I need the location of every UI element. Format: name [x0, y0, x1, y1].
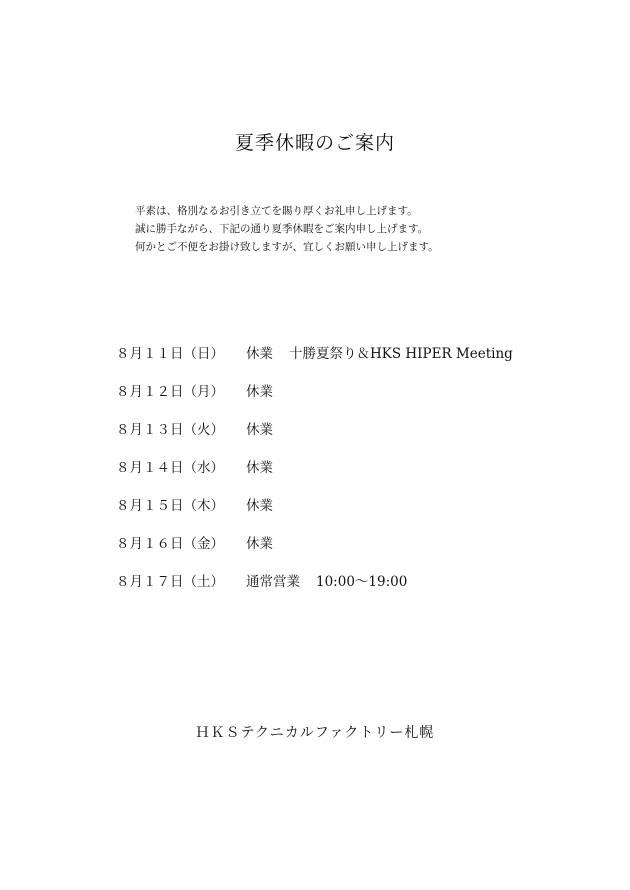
company-name: ＨＫＳテクニカルファクトリー札幌 — [195, 725, 435, 741]
schedule-date: ８月１７日（土） — [116, 574, 224, 590]
schedule-date: ８月１６日（金） — [116, 536, 224, 552]
schedule-row — [116, 456, 513, 494]
schedule-date: ８月１１日（日） — [116, 346, 224, 362]
schedule-status: 休業 — [246, 460, 273, 476]
holiday-schedule — [116, 342, 513, 608]
greeting-line: 何かとご不便をお掛け致しますが、宜しくお願い申し上げます。 — [135, 241, 439, 253]
schedule-row — [116, 494, 513, 532]
schedule-status: 休業 — [246, 498, 273, 514]
schedule-note: 十勝夏祭り＆HKS HIPER Meeting — [289, 346, 513, 362]
schedule-status: 休業 — [246, 346, 273, 362]
schedule-status: 休業 — [246, 384, 273, 400]
schedule-date: ８月１４日（水） — [116, 460, 224, 476]
schedule-date: ８月１２日（月） — [116, 384, 224, 400]
schedule-date: ８月１３日（火） — [116, 422, 224, 438]
greeting-line: 誠に勝手ながら、下記の通り夏季休暇をご案内申し上げます。 — [135, 223, 429, 235]
schedule-note: 10:00～19:00 — [316, 574, 408, 590]
page-title: 夏季休暇のご案内 — [234, 132, 395, 154]
schedule-status: 通常営業 — [246, 574, 300, 590]
schedule-row — [116, 342, 513, 380]
schedule-status: 休業 — [246, 536, 273, 552]
greeting-line: 平素は、格別なるお引き立てを賜り厚くお礼申し上げます。 — [135, 205, 418, 217]
schedule-row — [116, 418, 513, 456]
schedule-row — [116, 380, 513, 418]
greeting-paragraph — [135, 202, 439, 256]
schedule-row — [116, 532, 513, 570]
schedule-date: ８月１５日（木） — [116, 498, 224, 514]
schedule-status: 休業 — [246, 422, 273, 438]
schedule-row — [116, 570, 513, 608]
